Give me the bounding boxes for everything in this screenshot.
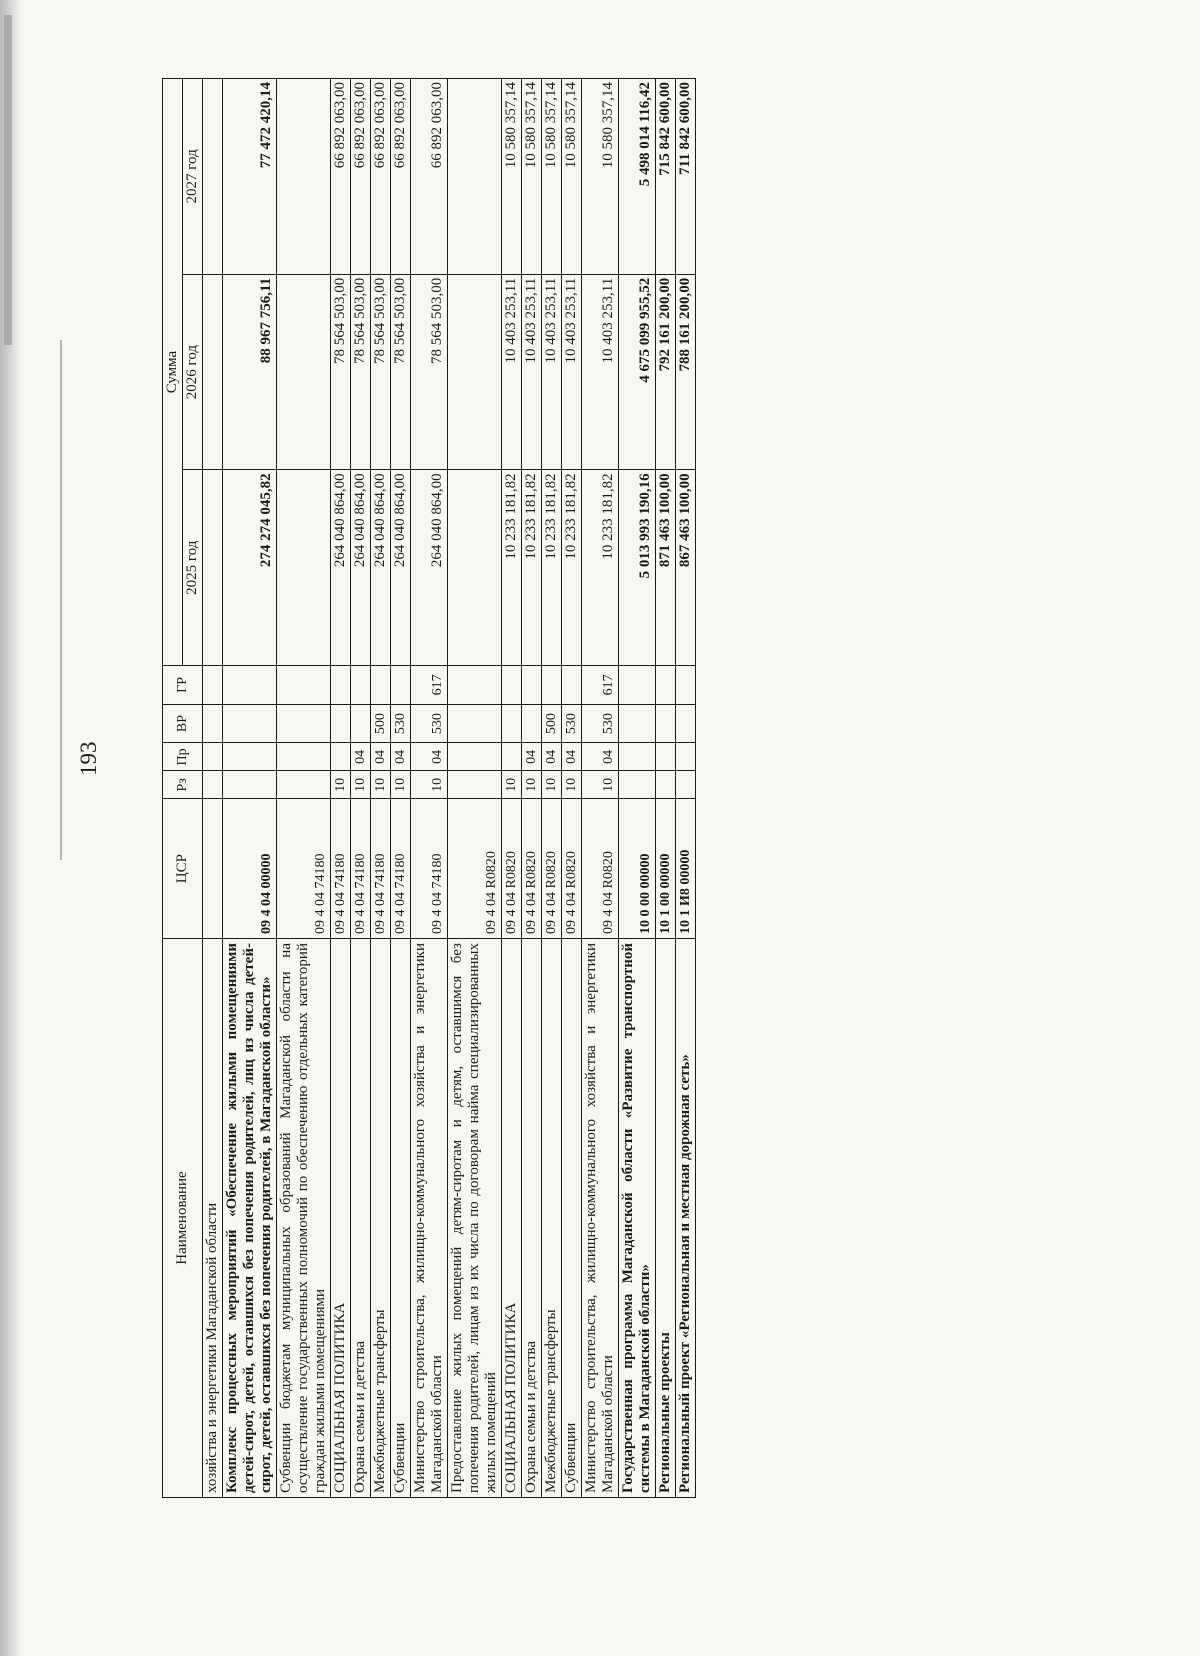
- cell-name: Межбюджетные трансферты: [371, 939, 391, 1498]
- cell-gr: [351, 666, 371, 705]
- cell-2027: [277, 79, 331, 275]
- cell-csr: 09 4 04 R0820: [562, 799, 582, 939]
- cell-2025: 10 233 181,82: [582, 470, 619, 666]
- header-2026: 2026 год: [183, 274, 203, 470]
- cell-2027: 66 892 063,00: [371, 79, 391, 275]
- budget-table: [162, 78, 696, 1498]
- table-body: [203, 79, 696, 1498]
- cell-vr: 530: [582, 704, 619, 743]
- cell-rz: 10: [411, 771, 448, 799]
- cell-name: СОЦИАЛЬНАЯ ПОЛИТИКА: [502, 939, 522, 1498]
- cell-vr: 500: [371, 704, 391, 743]
- table-row: [502, 79, 522, 1498]
- cell-2026: 78 564 503,00: [391, 274, 411, 470]
- cell-gr: [656, 666, 676, 705]
- cell-2026: 88 967 756,11: [223, 274, 277, 470]
- cell-2027: 10 580 357,14: [562, 79, 582, 275]
- cell-2027: 10 580 357,14: [522, 79, 542, 275]
- cell-rz: [448, 771, 502, 799]
- cell-2026: 10 403 253,11: [502, 274, 522, 470]
- table-row: [582, 79, 619, 1498]
- cell-pr: 04: [542, 743, 562, 771]
- cell-2025: 10 233 181,82: [562, 470, 582, 666]
- table-row: [371, 79, 391, 1498]
- cell-2027: [203, 79, 223, 275]
- cell-2025: 264 040 864,00: [351, 470, 371, 666]
- cell-2027: 10 580 357,14: [502, 79, 522, 275]
- cell-rz: 10: [582, 771, 619, 799]
- cell-vr: [351, 704, 371, 743]
- table-row: [203, 79, 223, 1498]
- cell-2026: 788 161 200,00: [676, 274, 696, 470]
- cell-2025: 871 463 100,00: [656, 470, 676, 666]
- cell-rz: 10: [502, 771, 522, 799]
- cell-rz: 10: [371, 771, 391, 799]
- cell-rz: [277, 771, 331, 799]
- cell-pr: [203, 743, 223, 771]
- table-row: [448, 79, 502, 1498]
- cell-vr: [331, 704, 351, 743]
- cell-gr: [619, 666, 656, 705]
- cell-csr: 09 4 04 R0820: [522, 799, 542, 939]
- cell-2027: 10 580 357,14: [542, 79, 562, 275]
- cell-gr: [502, 666, 522, 705]
- cell-2027: [448, 79, 502, 275]
- cell-csr: 09 4 04 74180: [331, 799, 351, 939]
- cell-gr: [331, 666, 351, 705]
- cell-2026: 10 403 253,11: [582, 274, 619, 470]
- cell-2025: [277, 470, 331, 666]
- cell-pr: 04: [562, 743, 582, 771]
- cell-name: Охрана семьи и детства: [351, 939, 371, 1498]
- cell-2027: 5 498 014 116,42: [619, 79, 656, 275]
- cell-name: Комплекс процессных мероприятий «Обеспечение жилыми помещениями детей-сирот, детей, оставшихся без попечения родителей, лиц из числа детей-сирот, детей, оставшихся без попечения родителей, в Магаданской области»: [223, 939, 277, 1498]
- cell-rz: 10: [391, 771, 411, 799]
- cell-2025: 274 274 045,82: [223, 470, 277, 666]
- cell-csr: 09 4 04 74180: [277, 799, 331, 939]
- header-csr: ЦСР: [163, 799, 203, 939]
- cell-vr: [502, 704, 522, 743]
- cell-pr: [223, 743, 277, 771]
- cell-gr: [371, 666, 391, 705]
- cell-csr: 09 4 04 00000: [223, 799, 277, 939]
- cell-vr: [522, 704, 542, 743]
- cell-gr: [542, 666, 562, 705]
- cell-2026: 4 675 099 955,52: [619, 274, 656, 470]
- cell-vr: [203, 704, 223, 743]
- cell-csr: 09 4 04 R0820: [502, 799, 522, 939]
- cell-csr: 09 4 04 74180: [351, 799, 371, 939]
- cell-name: СОЦИАЛЬНАЯ ПОЛИТИКА: [331, 939, 351, 1498]
- cell-rz: 10: [542, 771, 562, 799]
- cell-gr: [522, 666, 542, 705]
- scan-shadow: [4, 15, 12, 345]
- cell-2026: 78 564 503,00: [351, 274, 371, 470]
- cell-2026: 792 161 200,00: [656, 274, 676, 470]
- cell-csr: 09 4 04 R0820: [448, 799, 502, 939]
- cell-pr: 04: [371, 743, 391, 771]
- cell-2027: 715 842 600,00: [656, 79, 676, 275]
- cell-name: Субвенции: [562, 939, 582, 1498]
- header-2027: 2027 год: [183, 79, 203, 275]
- cell-2026: 78 564 503,00: [331, 274, 351, 470]
- header-name: Наименование: [163, 939, 203, 1498]
- cell-name: Охрана семьи и детства: [522, 939, 542, 1498]
- cell-rz: 10: [562, 771, 582, 799]
- cell-2025: 867 463 100,00: [676, 470, 696, 666]
- cell-name: Предоставление жилых помещений детям-сиротам и детям, оставшимся без попечения родителей, лицам из их числа по договорам найма специализированных жилых помещений: [448, 939, 502, 1498]
- cell-gr: [562, 666, 582, 705]
- cell-rz: 10: [351, 771, 371, 799]
- cell-2027: 711 842 600,00: [676, 79, 696, 275]
- cell-2025: 10 233 181,82: [522, 470, 542, 666]
- cell-2026: 10 403 253,11: [542, 274, 562, 470]
- cell-name: Региональные проекты: [656, 939, 676, 1498]
- cell-gr: [448, 666, 502, 705]
- header-2025: 2025 год: [183, 470, 203, 666]
- cell-2025: 264 040 864,00: [371, 470, 391, 666]
- cell-name: Субвенции бюджетам муниципальных образований Магаданской области на осуществление государственных полномочий по обеспечению отдельных категорий граждан жилыми помещениями: [277, 939, 331, 1498]
- cell-csr: 09 4 04 74180: [371, 799, 391, 939]
- cell-csr: 10 1 И8 00000: [676, 799, 696, 939]
- cell-2027: 77 472 420,14: [223, 79, 277, 275]
- page-number: 193: [76, 741, 101, 776]
- cell-rz: [656, 771, 676, 799]
- header-rz: Рз: [163, 771, 203, 799]
- cell-vr: 530: [562, 704, 582, 743]
- cell-2026: 10 403 253,11: [522, 274, 542, 470]
- cell-csr: 09 4 04 R0820: [582, 799, 619, 939]
- cell-name: Министерство строительства, жилищно-коммунального хозяйства и энергетики Магаданской области: [411, 939, 448, 1498]
- cell-csr: [203, 799, 223, 939]
- cell-2027: 10 580 357,14: [582, 79, 619, 275]
- cell-rz: [223, 771, 277, 799]
- cell-name: Министерство строительства, жилищно-коммунального хозяйства и энергетики Магаданской области: [582, 939, 619, 1498]
- cell-rz: [676, 771, 696, 799]
- cell-name: Государственная программа Магаданской области «Развитие транспортной системы в Магаданской области»: [619, 939, 656, 1498]
- cell-2027: 66 892 063,00: [331, 79, 351, 275]
- header-pr: Пр: [163, 743, 203, 771]
- header-vr: ВР: [163, 704, 203, 743]
- cell-csr: 09 4 04 74180: [391, 799, 411, 939]
- table-row: [351, 79, 371, 1498]
- cell-2025: 5 013 993 190,16: [619, 470, 656, 666]
- table-row: [619, 79, 656, 1498]
- cell-pr: [277, 743, 331, 771]
- table-row: [656, 79, 676, 1498]
- cell-gr: [277, 666, 331, 705]
- cell-name: Региональный проект «Региональная и местная дорожная сеть»: [676, 939, 696, 1498]
- cell-name: Субвенции: [391, 939, 411, 1498]
- cell-csr: 09 4 04 R0820: [542, 799, 562, 939]
- cell-rz: [203, 771, 223, 799]
- cell-pr: 04: [522, 743, 542, 771]
- cell-vr: 530: [391, 704, 411, 743]
- cell-pr: 04: [351, 743, 371, 771]
- spine-line: [60, 340, 62, 860]
- budget-table-container: [162, 78, 1087, 1498]
- cell-2025: [203, 470, 223, 666]
- cell-name: хозяйства и энергетики Магаданской области: [203, 939, 223, 1498]
- cell-vr: [448, 704, 502, 743]
- cell-csr: 10 1 00 00000: [656, 799, 676, 939]
- cell-vr: [676, 704, 696, 743]
- cell-2026: 78 564 503,00: [411, 274, 448, 470]
- table-row: [223, 79, 277, 1498]
- table-row: [522, 79, 542, 1498]
- cell-2025: 10 233 181,82: [542, 470, 562, 666]
- cell-2026: [203, 274, 223, 470]
- cell-2026: 10 403 253,11: [562, 274, 582, 470]
- cell-name: Межбюджетные трансферты: [542, 939, 562, 1498]
- header-sum: Сумма: [163, 79, 183, 666]
- cell-vr: [619, 704, 656, 743]
- cell-2026: [277, 274, 331, 470]
- cell-2025: 264 040 864,00: [391, 470, 411, 666]
- cell-vr: 500: [542, 704, 562, 743]
- cell-pr: [502, 743, 522, 771]
- table-row: [542, 79, 562, 1498]
- cell-csr: 10 0 00 00000: [619, 799, 656, 939]
- cell-vr: [223, 704, 277, 743]
- cell-gr: 617: [582, 666, 619, 705]
- cell-2027: 66 892 063,00: [411, 79, 448, 275]
- cell-pr: [656, 743, 676, 771]
- cell-gr: 617: [411, 666, 448, 705]
- table-row: [391, 79, 411, 1498]
- table-row: [562, 79, 582, 1498]
- cell-pr: 04: [411, 743, 448, 771]
- cell-2025: 10 233 181,82: [502, 470, 522, 666]
- cell-rz: 10: [522, 771, 542, 799]
- cell-2026: [448, 274, 502, 470]
- cell-2025: 264 040 864,00: [331, 470, 351, 666]
- cell-rz: [619, 771, 656, 799]
- cell-2026: 78 564 503,00: [371, 274, 391, 470]
- cell-rz: 10: [331, 771, 351, 799]
- cell-pr: [619, 743, 656, 771]
- cell-vr: [656, 704, 676, 743]
- cell-gr: [223, 666, 277, 705]
- table-row: [331, 79, 351, 1498]
- table-row: [676, 79, 696, 1498]
- cell-gr: [391, 666, 411, 705]
- header-gr: ГР: [163, 666, 203, 705]
- table-row: [411, 79, 448, 1498]
- cell-csr: 09 4 04 74180: [411, 799, 448, 939]
- cell-gr: [676, 666, 696, 705]
- cell-pr: [448, 743, 502, 771]
- cell-pr: [331, 743, 351, 771]
- table-row: [277, 79, 331, 1498]
- cell-2025: [448, 470, 502, 666]
- cell-vr: 530: [411, 704, 448, 743]
- cell-2027: 66 892 063,00: [351, 79, 371, 275]
- cell-2025: 264 040 864,00: [411, 470, 448, 666]
- cell-gr: [203, 666, 223, 705]
- cell-2027: 66 892 063,00: [391, 79, 411, 275]
- cell-vr: [277, 704, 331, 743]
- cell-pr: 04: [391, 743, 411, 771]
- cell-pr: [676, 743, 696, 771]
- cell-pr: 04: [582, 743, 619, 771]
